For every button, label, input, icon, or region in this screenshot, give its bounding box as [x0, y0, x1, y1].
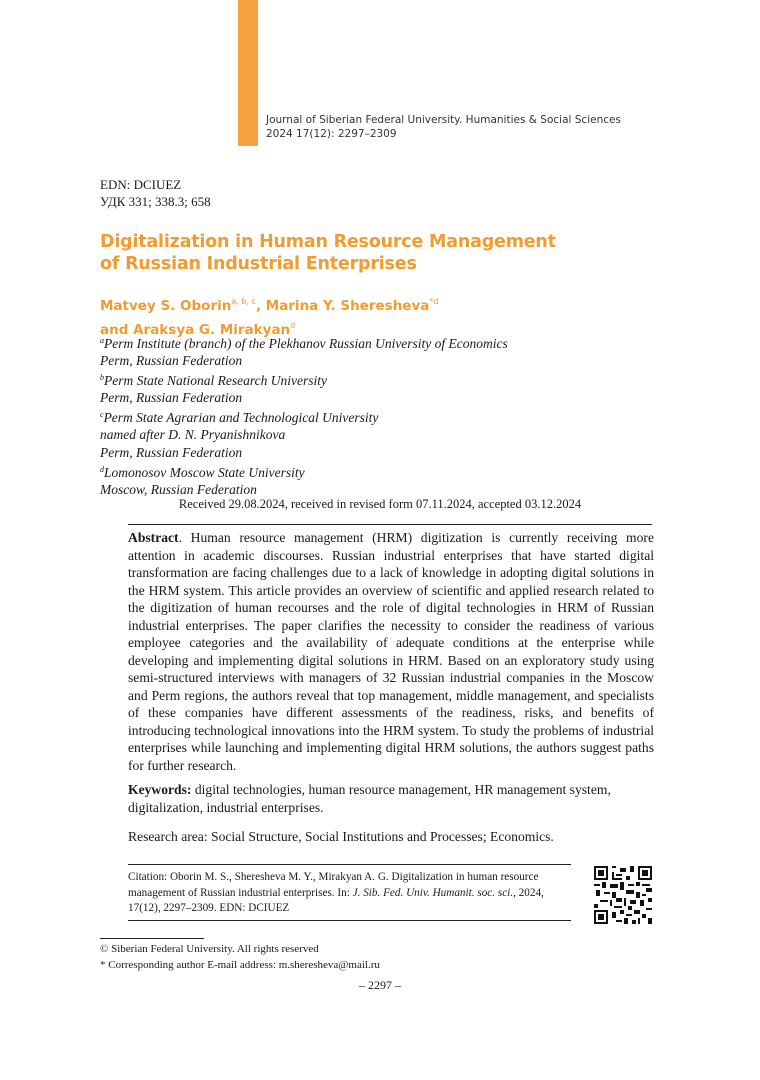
affiliation-line: Perm, Russian Federation [100, 444, 243, 460]
citation-journal: J. Sib. Fed. Univ. Humanit. soc. sci. [352, 886, 514, 899]
footnotes [100, 942, 380, 973]
abstract-text: . Human resource management (HRM) digitization is currently receiving more attention in academic discourses. Russian industrial enterprises that have started digital transformation are facing challenges due to a lack of knowledge in adopting digital solutions in the HRM system. This article provides an overview of scientific and applied research related to the digitization of human recourses and the role of digital technologies in HRM of Russian industrial enterprises. The paper clarifies the necessity to consider the readiness of various employee categories and the availability of adequate conditions at the enterprise while developing and implementing digital solutions in HRM. Based on an exploratory study using semi-structured interviews with managers of 32 Russian industrial companies in the Moscow and Perm regions, the authors reveal that top management, middle management, and specialists of these companies have different assessments of the readiness, risks, and benefits of introducing technological innovations into the HRM system. To study the problems of industrial enterprises while launching and implementing digital HRM solutions, the authors suggest paths for further research. [128, 530, 654, 773]
keywords-text: digital technologies, human resource management, HR management system, digitalization, industrial enterprises. [128, 782, 611, 815]
author-oborin: Matvey S. Oborin [100, 298, 232, 314]
corresponding-author-note: * Corresponding author E-mail address: m.sheresheva@mail.ru [100, 958, 380, 971]
citation: Citation: Oborin M. S., Sheresheva M. Y., Mirakyan A. G. Digitalization in human resource management of Russian industrial enterprises. In: J. Sib. Fed. Univ. Humanit. soc. sci., 2024, 17(12), 2297–2309. EDN: DCIUEZ [128, 871, 544, 914]
journal-name: Journal of Siberian Federal University. Humanities & Social Sciences [266, 114, 621, 126]
author-separator: , [255, 298, 266, 314]
title-line-2: of Russian Industrial Enterprises [100, 254, 417, 274]
affiliation-line: Perm, Russian Federation [100, 353, 243, 369]
title-line-1: Digitalization in Human Resource Management [100, 232, 556, 252]
journal-header [266, 113, 621, 141]
article-title [100, 231, 620, 275]
footnote-divider [100, 938, 204, 939]
citation-bottom-divider [128, 920, 571, 921]
affiliation-line: $^a$Perm Institute (branch) of the Plekhanov Russian University of Economics [100, 336, 508, 351]
author-mirakyan: and Araksya G. Mirakyan [100, 322, 291, 338]
author-sheresheva-affil: *d [429, 297, 439, 306]
journal-accent-bar [238, 0, 258, 146]
keywords-label: Keywords: [128, 782, 192, 797]
author-oborin-affil: a, b, c [231, 297, 256, 306]
affiliation-line: $^d$Lomonosov Moscow State University [100, 464, 305, 480]
journal-issue: 2024 17(12): 2297–2309 [266, 128, 397, 140]
edn-code: EDN: DCIUEZ [100, 177, 182, 192]
abstract-top-divider [128, 524, 652, 525]
affiliation-line: Moscow, Russian Federation [100, 481, 257, 497]
abstract [128, 529, 654, 774]
affiliation-line: Perm, Russian Federation [100, 390, 243, 406]
affiliation-line: named after D. N. Pryanishnikova [100, 427, 286, 443]
author-mirakyan-affil: d [290, 321, 296, 330]
research-area: Research area: Social Structure, Social Institutions and Processes; Economics. [128, 829, 554, 844]
received-dates: Received 29.08.2024, received in revised form 07.11.2024, accepted 03.12.2024 [178, 497, 582, 511]
copyright-note: © Siberian Federal University. All rights reserved [100, 943, 319, 955]
affiliation-line: $^c$Perm State Agrarian and Technological University [100, 410, 379, 426]
affiliations [100, 332, 508, 498]
abstract-label: Abstract [128, 530, 179, 545]
author-sheresheva: Marina Y. Sheresheva [265, 298, 430, 314]
keywords [128, 781, 654, 816]
citation-top-divider [128, 864, 571, 865]
page-number: – 2297 – [359, 978, 401, 992]
affiliation-line: $^b$Perm State National Research University [100, 373, 327, 389]
udk-code: УДК 331; 338.3; 658 [100, 194, 211, 209]
qr-code-icon [594, 866, 652, 924]
identifiers [100, 176, 211, 210]
